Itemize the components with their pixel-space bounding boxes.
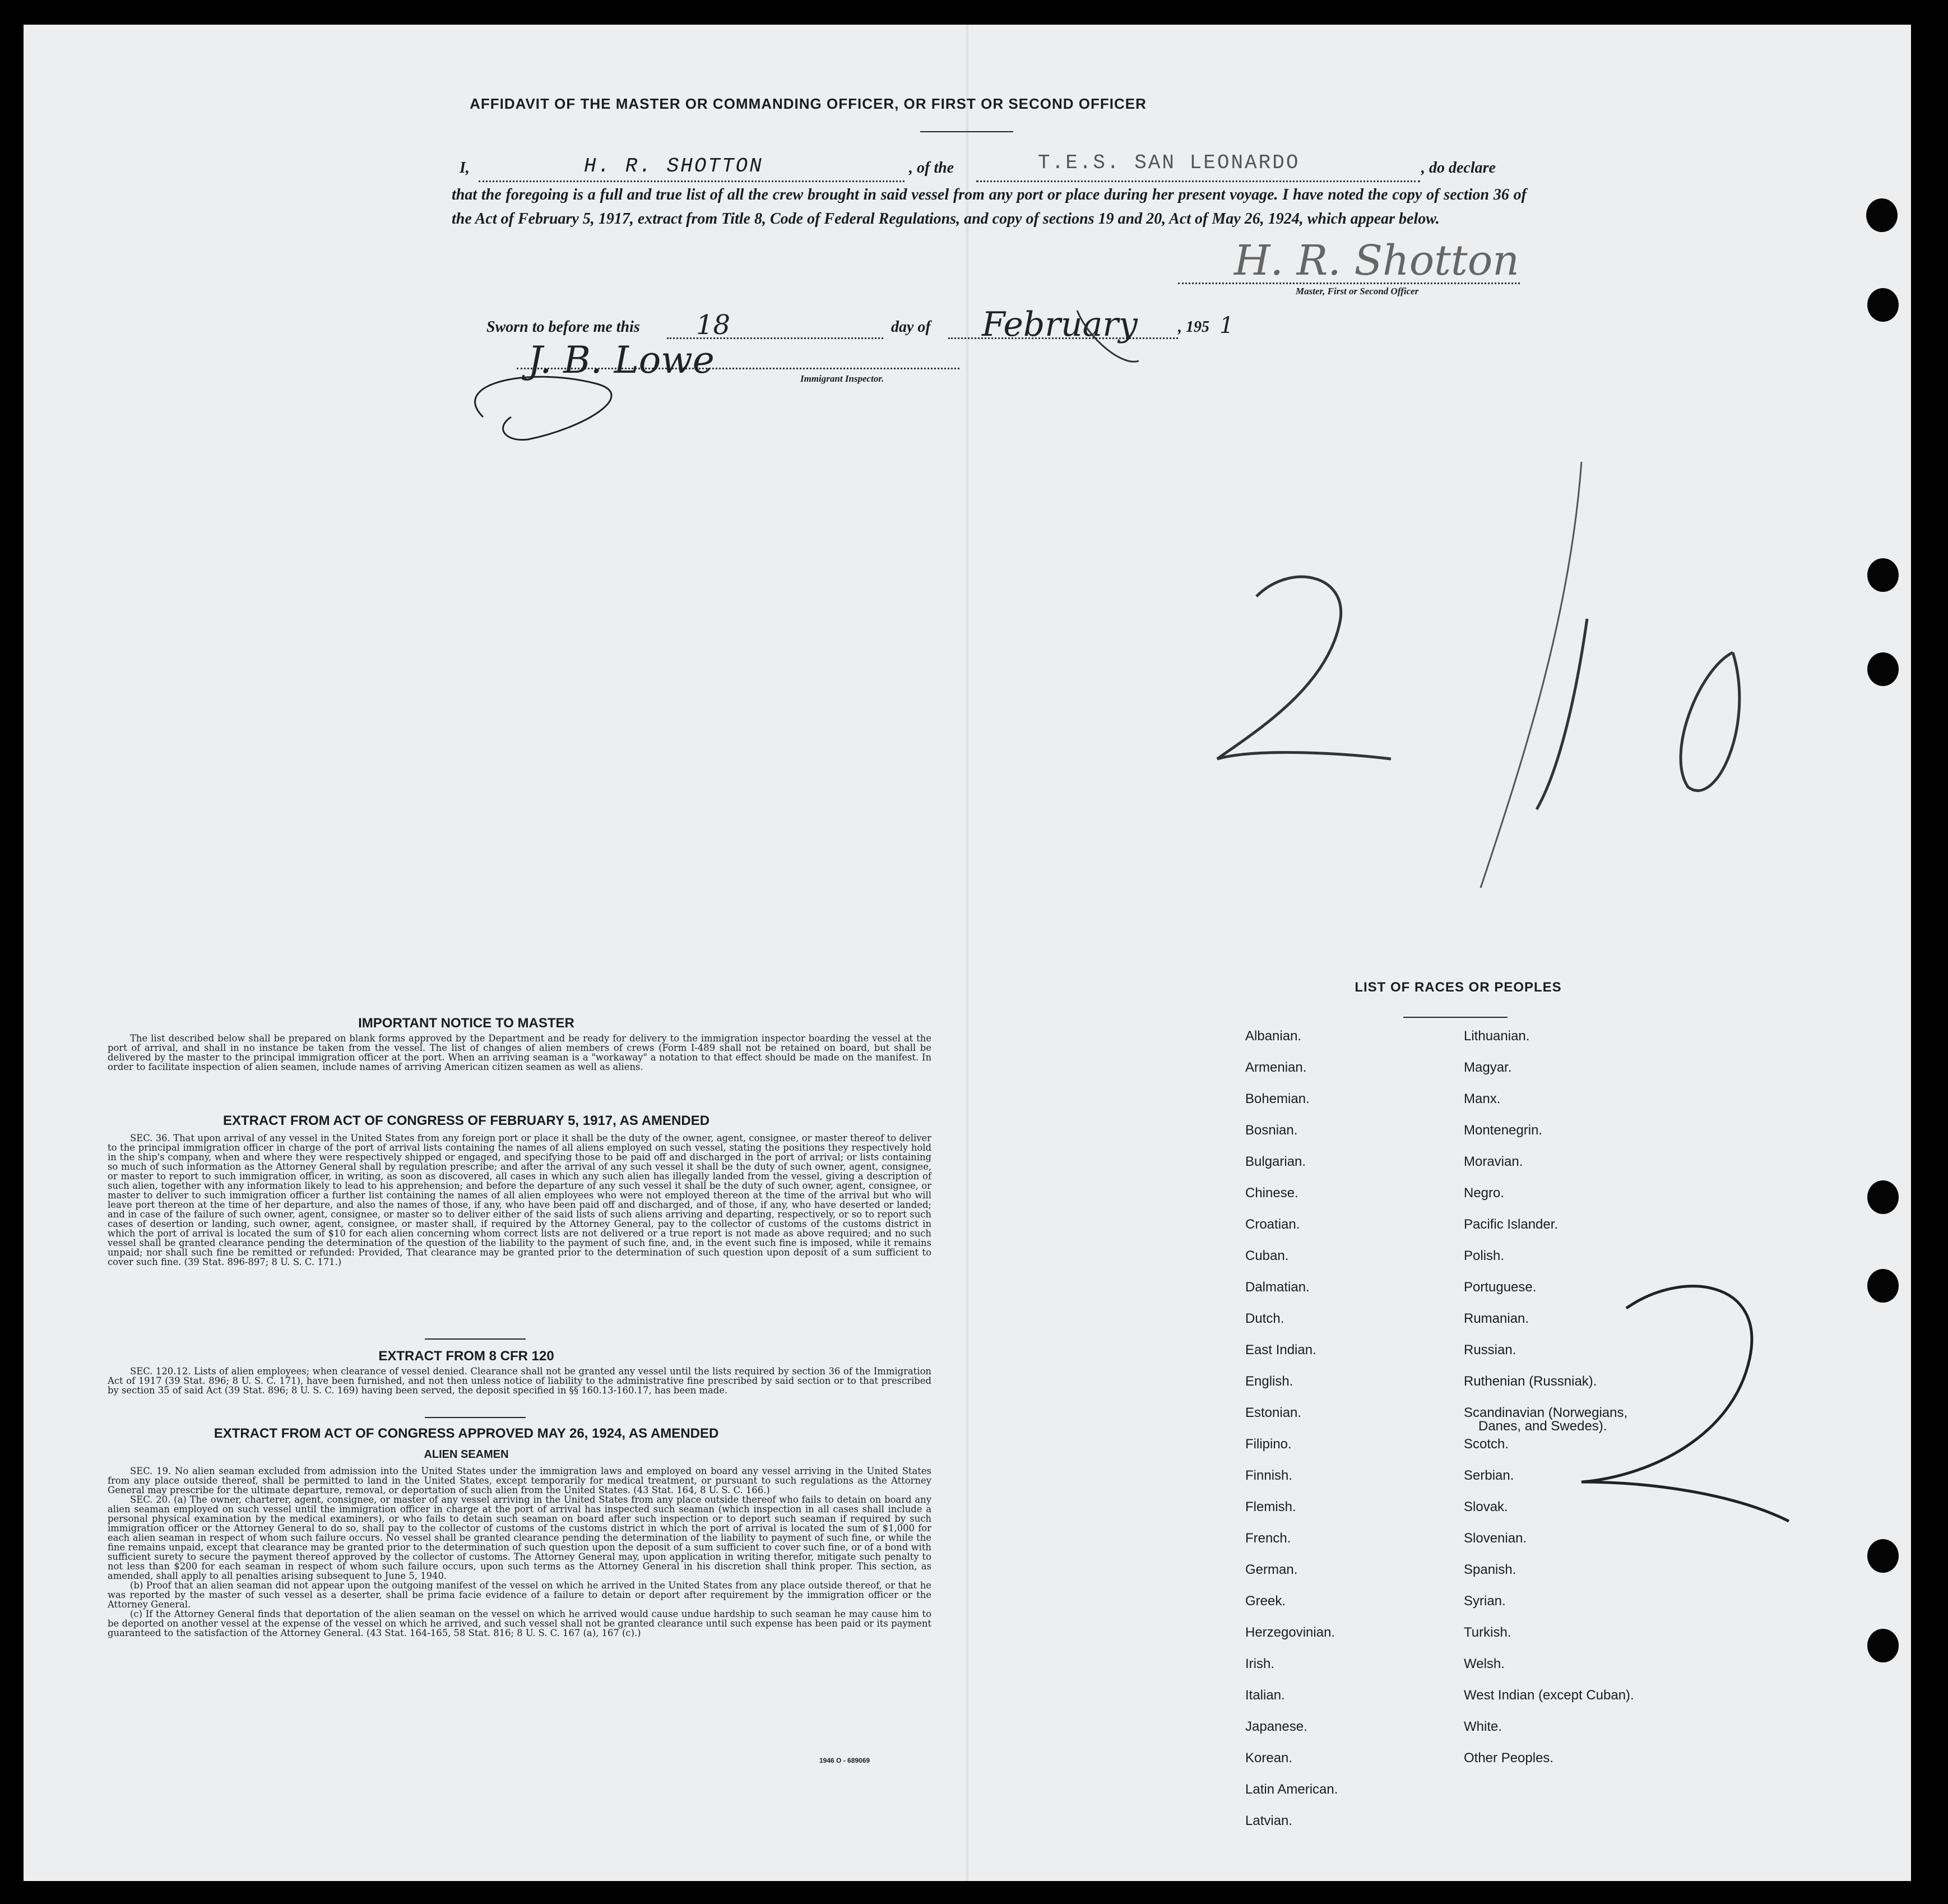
lower-2-stroke xyxy=(1581,1286,1789,1521)
section-36-paragraph: SEC. 36. That upon arrival of any vessel in the United States from any foreign port or place it shall be the duty of the owner, agent, consignee, or master thereof to deliver to the principal immigration officer in charge of the port of arrival lists containing the names of all aliens employed on such vessel, stating the positions they respectively hold in the ship's company, when and where they were respectively shipped or engaged, and specifying those to be paid off and discharged in the port of arrival; or lists containing so much of such information as the Attorney General shall by regulation prescribe; and after the arrival of any such vessel it shall be the duty of such owner, agent, consignee, or master to report to such immigration officer, in writing, as soon as discovered, all cases in which any such alien has illegally landed from the vessel, giving a description of such alien, together with any information likely to lead to his apprehension; and before the departure of any such vessel it shall be the duty of such owner, agent, consignee, or master to deliver to such immigration officer a further list containing the names of all alien employees who were not employed thereon at the time of the arrival but who will leave port thereon at the time of her departure, and also the names of those, if any, who have been paid off and discharged, and of those, if any, who have deserted or landed; and in case of the failure of such owner, agent, consignee, or master so to deliver either of the said lists of such aliens arriving and departing, respectively, or so to report such cases of desertion or landing, such owner, agent, consignee, or master shall, if required by the Attorney General, pay to the collector of customs of the customs district in which the port of arrival is located the sum of $10 for each alien concerning whom correct lists are not delivered or a true report is not made as above required; and no such vessel shall be granted clearance pending the determination of the question of the liability to the payment of such fine, and, in the event such fine is imposed, while it remains unpaid; nor shall such fine be remitted or refunded: Provided, That clearance may be granted prior to the determination of such question upon deposit of a sum sufficient to cover such fine. (39 Stat. 896-897; 8 U. S. C. 171.) xyxy=(108,1133,931,1267)
race-item: Moravian. xyxy=(1464,1154,1523,1169)
race-item: East Indian. xyxy=(1245,1342,1316,1358)
race-item: Syrian. xyxy=(1464,1593,1506,1609)
race-item: Croatian. xyxy=(1245,1217,1300,1232)
notice-paragraph: The list described below shall be prepared on blank forms approved by the Department and be ready for delivery to the immigration inspector boarding the vessel at the port of arrival, and shall in no instance be taken from the vessel. The list of changes of alien members of crews (Form I-489 shall not be retained on board, but shall be delivered by the master to the principal immigration officer at the port. When an arriving seaman is a "workaway" a notation to that effect should be made on the manifest. In order to facilitate inspection of alien seamen, include names of arriving American citizen seamen as well as aliens. xyxy=(108,1033,931,1072)
race-item: Magyar. xyxy=(1464,1060,1512,1075)
race-item: Scotch. xyxy=(1464,1437,1509,1452)
big-0-stroke xyxy=(1681,652,1740,791)
race-item: Albanian. xyxy=(1245,1029,1302,1044)
inspector-signature: J. B. Lowe xyxy=(528,339,715,382)
handwritten-tail-stroke xyxy=(1077,311,1139,362)
race-item: West Indian (except Cuban). xyxy=(1464,1688,1634,1703)
race-item: Russian. xyxy=(1464,1342,1516,1358)
document-sheet xyxy=(24,25,1911,1881)
race-item: Dalmatian. xyxy=(1245,1280,1310,1295)
of-the-label: , of the xyxy=(909,159,954,177)
divider-rule xyxy=(425,1417,526,1418)
race-item: Bosnian. xyxy=(1245,1123,1298,1138)
master-officer-label: Master, First or Second Officer xyxy=(1296,286,1419,297)
sworn-day-value: 18 xyxy=(696,309,731,341)
race-item: Danes, and Swedes). xyxy=(1478,1419,1607,1434)
affidavit-body: that the foregoing is a full and true list of all the crew brought in said vessel from any port or place during her present voyage. I have noted the copy of section 36 of the Act of February 5, 1917, extract from Title 8, Code of Federal Regulations, and copy of sections 19 and 20, Act of May 26, 1924, which appear below. xyxy=(452,186,1527,228)
handwritten-loop-stroke xyxy=(475,377,611,439)
race-item: Filipino. xyxy=(1245,1437,1292,1452)
race-item: Estonian. xyxy=(1245,1405,1302,1420)
race-item: Latin American. xyxy=(1245,1782,1338,1797)
races-title: LIST OF RACES OR PEOPLES xyxy=(1355,980,1562,995)
section-20a-paragraph: SEC. 20. (a) The owner, charterer, agent, consignee, or master of any vessel arriving in the United States from any place outside thereof who fails to detain on board any alien seaman employed on such vessel until the immigration officer in charge at the port of arrival has inspected such seaman (which inspection in all cases shall include a personal physical examination by the medical examiners), or who fails to detain such seaman on board after such inspection or to deport such seaman if required by such immigration officer or the Attorney General to do so, shall pay to the collector of customs of the customs district in which the port of arrival is located the sum of $1,000 for each alien seaman in respect of whom such failure occurs. No vessel shall be granted clearance pending the determination of the liability to payment of such fine, or while the fine remains unpaid, except that clearance may be granted prior to the determination of such question upon the deposit of a sum sufficient to cover such fine, or of a bond with sufficient surety to secure the payment thereof approved by the collector of customs. The Attorney General may, upon application in writing therefor, mitigate such penalty to not less than $200 for each seaman in respect of whom such failure occurs, upon such terms as the Attorney General in his discretion shall think proper. This section, as amended, shall apply to all penalties arising subsequent to June 5, 1940. xyxy=(108,1494,931,1581)
extract-cfr-title: EXTRACT FROM 8 CFR 120 xyxy=(378,1349,554,1364)
race-item: Cuban. xyxy=(1245,1248,1289,1263)
extract-1917-text xyxy=(108,1133,931,1267)
race-item: White. xyxy=(1464,1719,1502,1734)
race-item: Armenian. xyxy=(1245,1060,1307,1075)
race-item: Japanese. xyxy=(1245,1719,1307,1734)
year-digit-value: 1 xyxy=(1219,313,1234,339)
big-2-stroke xyxy=(1217,577,1391,759)
race-item: Italian. xyxy=(1245,1688,1285,1703)
vessel-name-value: T.E.S. SAN LEONARDO xyxy=(1038,151,1300,174)
alien-seamen-subtitle: ALIEN SEAMEN xyxy=(424,1448,509,1461)
affidavit-title: AFFIDAVIT OF THE MASTER OR COMMANDING OFFICER, OR FIRST OR SECOND OFFICER xyxy=(470,95,1147,112)
extract-1917-title: EXTRACT FROM ACT OF CONGRESS OF FEBRUARY 5, 1917, AS AMENDED xyxy=(222,1113,710,1128)
race-item: English. xyxy=(1245,1374,1293,1389)
extract-1924-title: EXTRACT FROM ACT OF CONGRESS APPROVED MAY 26, 1924, AS AMENDED xyxy=(214,1426,719,1441)
race-item: Other Peoples. xyxy=(1464,1750,1554,1766)
race-item: Latvian. xyxy=(1245,1813,1293,1828)
inspector-label: Immigrant Inspector. xyxy=(800,373,884,384)
race-item: Bulgarian. xyxy=(1245,1154,1306,1169)
race-item: Slovak. xyxy=(1464,1499,1508,1514)
sworn-month-value: February xyxy=(982,305,1138,344)
extract-cfr-text xyxy=(108,1366,931,1395)
race-item: Irish. xyxy=(1245,1656,1275,1671)
race-item: Turkish. xyxy=(1464,1625,1511,1640)
section-20c-paragraph: (c) If the Attorney General finds that deportation of the alien seaman on the vessel on which he arrived would cause undue hardship to such seaman he may cause him to be deported on another vessel at the expense of the vessel on which he arrived, and such vessel shall not be granted clearance until such expense has been paid or its payment guaranteed to the satisfaction of the Attorney General. (43 Stat. 164-165, 58 Stat. 816; 8 U. S. C. 167 (a), 167 (c).) xyxy=(108,1609,931,1638)
divider-rule xyxy=(425,1338,526,1340)
race-item: Rumanian. xyxy=(1464,1311,1529,1326)
race-item: Negro. xyxy=(1464,1185,1505,1201)
race-item: Serbian. xyxy=(1464,1468,1514,1483)
slash-stroke xyxy=(1481,462,1581,888)
year-label: , 195 xyxy=(1178,318,1209,336)
race-item: Montenegrin. xyxy=(1464,1123,1543,1138)
race-item: Ruthenian (Russniak). xyxy=(1464,1374,1597,1389)
race-item: Slovenian. xyxy=(1464,1531,1527,1546)
race-item: Portuguese. xyxy=(1464,1280,1537,1295)
section-20b-paragraph: (b) Proof that an alien seaman did not appear upon the outgoing manifest of the vessel on which he arrived in the United States from any place outside thereof, or that he was reported by the master of such vessel as a deserter, shall be prima facie evidence of a failure to detain or deport after requirement by the immigration officer or the Attorney General. xyxy=(108,1580,931,1610)
master-name-value: H. R. SHOTTON xyxy=(584,155,763,178)
race-item: Chinese. xyxy=(1245,1185,1298,1201)
race-item: Greek. xyxy=(1245,1593,1286,1609)
notice-text xyxy=(108,1034,931,1072)
race-item: German. xyxy=(1245,1562,1298,1577)
race-item: Scandinavian (Norwegians, xyxy=(1464,1405,1628,1420)
race-item: Pacific Islander. xyxy=(1464,1217,1559,1232)
race-item: Flemish. xyxy=(1245,1499,1296,1514)
section-19-paragraph: SEC. 19. No alien seaman excluded from admission into the United States under the immigration laws and employed on board any vessel arriving in the United States from any place outside thereof, shall be permitted to land in the United States, except temporarily for medical treatment, or pursuant to such regulations as the Attorney General may prescribe for the ultimate departure, removal, or deportation of such alien from the United States. (43 Stat. 164, 8 U. S. C. 166.) xyxy=(108,1466,931,1495)
race-item: Lithuanian. xyxy=(1464,1029,1530,1044)
section-120-paragraph: SEC. 120.12. Lists of alien employees; when clearance of vessel denied. Clearance shall not be granted any vessel until the lists required by section 36 of the Immigration Act of 1917 (39 Stat. 896; 8 U. S. C. 171), have been furnished, and not then unless notice of liability to the administrative fine prescribed by said section or to that prescribed by section 35 of said Act (39 Stat. 896; 8 U. S. C. 169) having been served, the deposit specified in §§ 160.13-160.17, has been made. xyxy=(108,1366,931,1396)
notice-title: IMPORTANT NOTICE TO MASTER xyxy=(358,1016,574,1031)
race-item: Korean. xyxy=(1245,1750,1293,1766)
race-item: Herzegovinian. xyxy=(1245,1625,1335,1640)
print-code: 1946 O - 689069 xyxy=(819,1757,870,1764)
i-label: I, xyxy=(460,159,470,177)
race-item: French. xyxy=(1245,1531,1291,1546)
master-signature: H. R. Shotton xyxy=(1234,237,1519,285)
sworn-label: Sworn to before me this xyxy=(486,318,640,336)
do-declare-label: , do declare xyxy=(1421,159,1496,177)
race-item: Polish. xyxy=(1464,1248,1505,1263)
race-item: Manx. xyxy=(1464,1091,1501,1106)
race-item: Spanish. xyxy=(1464,1562,1516,1577)
races-title-rule xyxy=(1403,1017,1508,1018)
big-1-stroke xyxy=(1537,619,1587,809)
day-of-label: day of xyxy=(891,318,931,336)
race-item: Bohemian. xyxy=(1245,1091,1310,1106)
race-item: Welsh. xyxy=(1464,1656,1505,1671)
extract-1924-text xyxy=(108,1466,931,1638)
race-item: Finnish. xyxy=(1245,1468,1293,1483)
race-item: Dutch. xyxy=(1245,1311,1284,1326)
